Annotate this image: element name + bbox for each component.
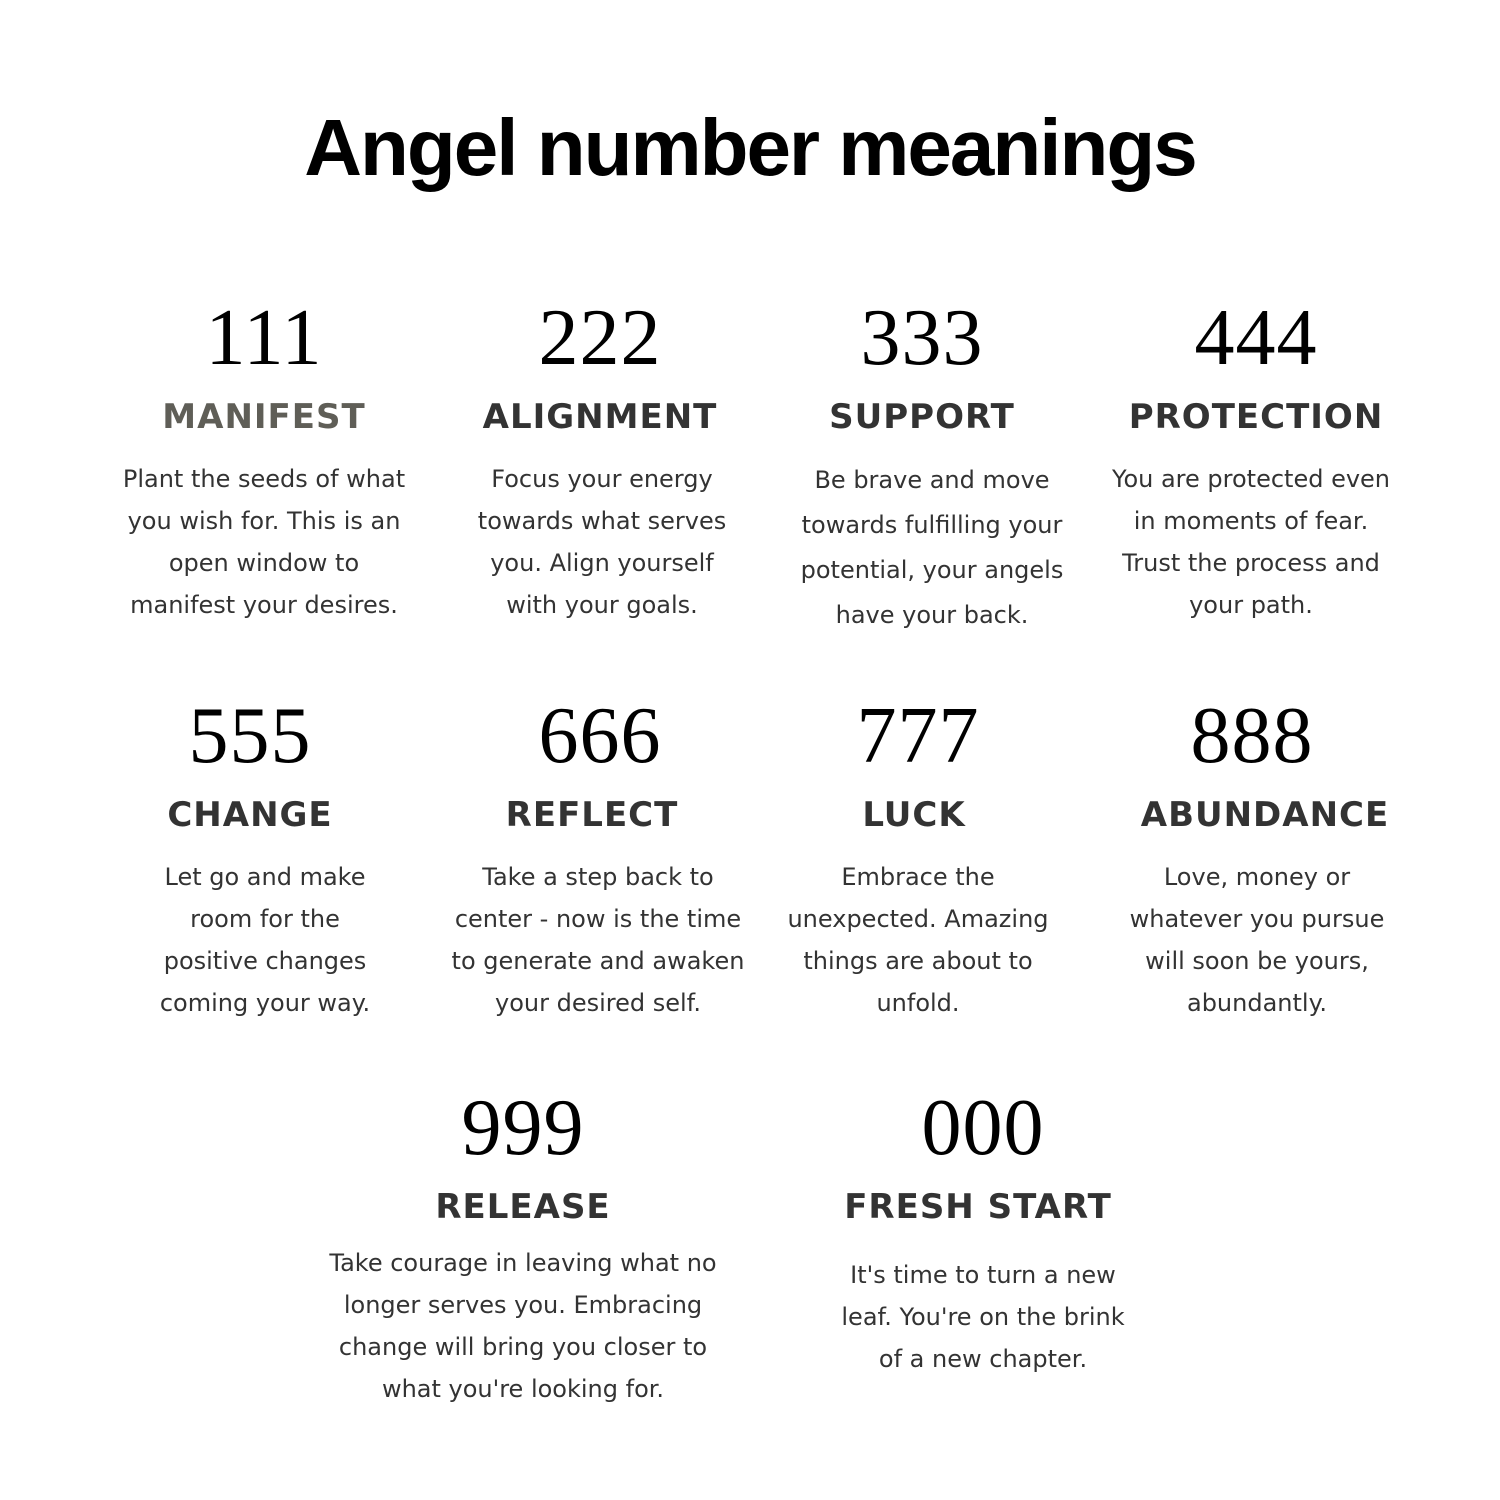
card-111 — [104, 294, 424, 626]
card-555 — [90, 692, 410, 1024]
description: Plant the seeds of what you wish for. This is an open window to manifest your desires. — [122, 465, 406, 619]
keyword: ABUNDANCE — [1140, 795, 1390, 835]
description: Focus your energy towards what serves you. Align yourself with your goals. — [477, 465, 727, 619]
description: You are protected even in moments of fear. Trust the process and your path. — [1111, 465, 1391, 619]
angel-number: 555 — [188, 692, 312, 780]
keyword: CHANGE — [167, 795, 333, 835]
angel-number: 111 — [205, 294, 323, 382]
keyword: RELEASE — [435, 1187, 611, 1227]
card-222 — [440, 294, 760, 626]
angel-number: 444 — [1194, 294, 1318, 382]
card-888 — [1092, 692, 1412, 1024]
description: Love, money or whatever you pursue will soon be yours, abundantly. — [1129, 863, 1385, 1017]
description: Take courage in leaving what no longer serves you. Embracing change will bring you closer to what you're looking for. — [329, 1249, 717, 1403]
keyword: FRESH START — [844, 1187, 1112, 1227]
card-666 — [440, 692, 760, 1024]
description: It's time to turn a new leaf. You're on the brink of a new chapter. — [841, 1261, 1125, 1373]
angel-number: 000 — [921, 1084, 1045, 1172]
description: Embrace the unexpected. Amazing things are about to unfold. — [787, 863, 1049, 1017]
card-000 — [778, 1084, 1188, 1380]
keyword: MANIFEST — [162, 397, 366, 437]
keyword: SUPPORT — [829, 397, 1015, 437]
angel-number: 222 — [538, 294, 662, 382]
keyword: ALIGNMENT — [482, 397, 718, 437]
description: Let go and make room for the positive changes coming your way. — [159, 863, 371, 1017]
angel-number: 666 — [538, 692, 662, 780]
card-999 — [318, 1084, 728, 1410]
description: Be brave and move towards fulfilling your potential, your angels have your back. — [800, 466, 1064, 629]
card-777 — [758, 692, 1078, 1024]
angel-number: 888 — [1190, 692, 1314, 780]
card-333 — [762, 294, 1082, 638]
angel-number: 333 — [860, 294, 984, 382]
description: Take a step back to center - now is the time to generate and awaken your desired self. — [451, 863, 745, 1017]
angel-number: 999 — [461, 1084, 585, 1172]
keyword: LUCK — [862, 795, 966, 835]
keyword: PROTECTION — [1128, 397, 1384, 437]
card-444 — [1096, 294, 1416, 626]
keyword: REFLECT — [505, 795, 679, 835]
angel-number: 777 — [856, 692, 980, 780]
page-title: Angel number meanings — [304, 103, 1196, 192]
